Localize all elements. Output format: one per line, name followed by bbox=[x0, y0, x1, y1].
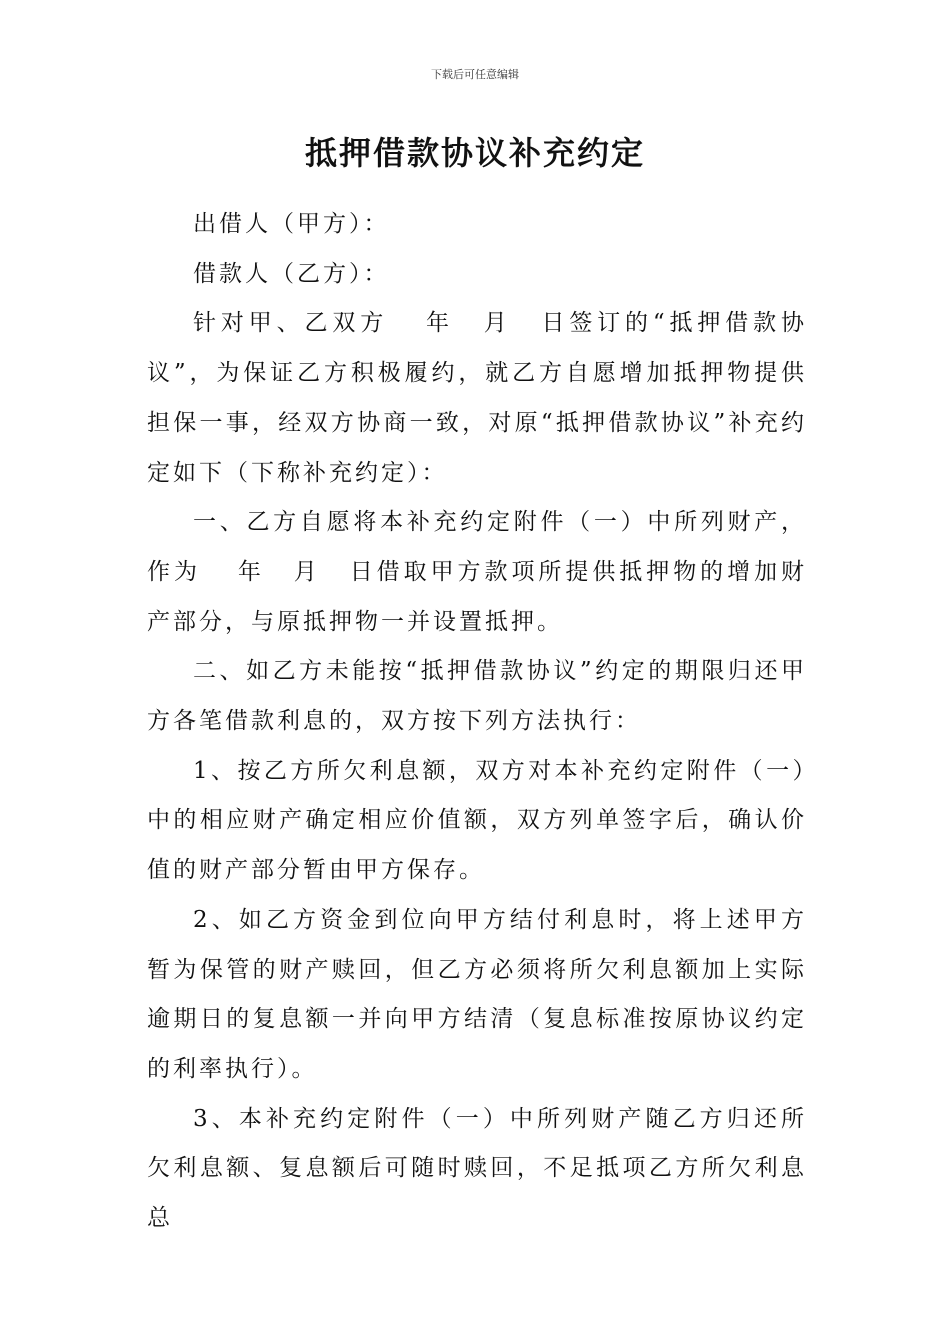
item-3: 3、本补充约定附件（一）中所列财产随乙方归还所欠利息额、复息额后可随时赎回，不足抵项乙方所欠利息总 bbox=[147, 1105, 807, 1232]
borrower-line: 借款人（乙方）： bbox=[193, 260, 390, 287]
document-body bbox=[147, 200, 807, 1244]
lender-line: 出借人（甲方）： bbox=[193, 211, 390, 237]
clause-2: 二、如乙方未能按“抵押借款协议”约定的期限归还甲方各笔借款利息的，双方按下列方法执行： bbox=[147, 658, 807, 735]
document-title: 抵押借款协议补充约定 bbox=[304, 134, 645, 172]
page-header-note: 下载后可任意编辑 bbox=[431, 68, 519, 81]
item-2: 2、如乙方资金到位向甲方结付利息时，将上述甲方暂为保管的财产赎回，但乙方必须将所欠利息额加上实际逾期日的复息额一并向甲方结清（复息标准按原协议约定的利率执行）。 bbox=[147, 906, 807, 1082]
clause-1 bbox=[147, 498, 807, 647]
item-1: 1、按乙方所欠利息额，双方对本补充约定附件（一）中的相应财产确定相应价值额，双方列单签字后，确认价值的财产部分暂由甲方保存。 bbox=[147, 757, 807, 884]
clause-1-month: 月 bbox=[292, 558, 321, 585]
intro-text-start: 针对甲、乙双方 bbox=[193, 310, 389, 337]
intro-month: 月 bbox=[481, 310, 512, 337]
intro-year: 年 bbox=[424, 310, 454, 337]
clause-1-text-end: 日借取甲方款项所提供抵押物的增加财产部分，与原抵押物一并设置抵押。 bbox=[147, 558, 808, 635]
intro-paragraph bbox=[147, 299, 807, 498]
clause-1-text-start: 一、乙方自愿将本补充约定附件（一）中所列财产，作为 bbox=[147, 509, 807, 585]
clause-1-year: 年 bbox=[236, 558, 265, 585]
intro-text-end: 日签订的“抵押借款协议”，为保证乙方积极履约，就乙方自愿增加抵押物提供担保一事，经双方协商一致，对原“抵押借款协议”补充约定如下（下称补充约定）： bbox=[147, 310, 808, 486]
